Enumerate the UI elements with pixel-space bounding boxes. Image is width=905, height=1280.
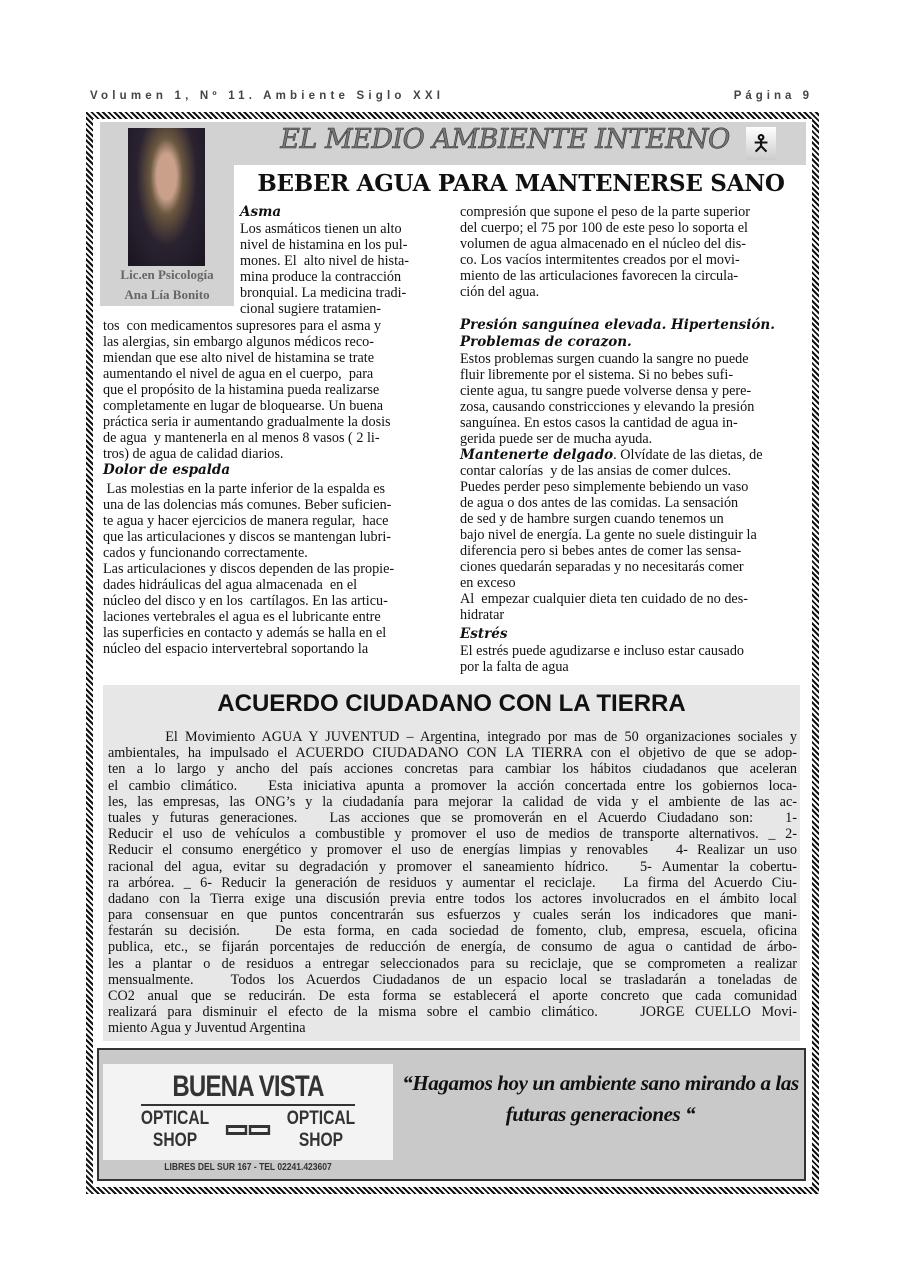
heading-dolor-espalda: Dolor de espalda	[103, 462, 231, 478]
quote	[398, 1068, 803, 1130]
text-line: racional del agua, evitar su degradación y promover el saneamiento hídrico. 5- Aumentar la cobertu-	[108, 858, 797, 875]
text-line: les, las empresas, las ONG’s y la ciudadanía para mejorar la calidad de vida y el ambiente de las ac-	[108, 793, 797, 810]
text-line: de sed y de hambre surgen cuando tenemos un	[460, 511, 724, 527]
text-line: ción del agua.	[460, 284, 540, 300]
text-line: las superficies en contacto y además se halla en el	[103, 625, 387, 641]
text-line: por la falta de agua	[460, 659, 569, 675]
text-line: para consensuar en que puntos concentrarán sus esfuerzos y cuales serán los indicadores que mani-	[108, 907, 797, 924]
text-line: hidratar	[460, 607, 505, 623]
text-line: Al empezar cualquier dieta ten cuidado de no des-	[460, 591, 748, 607]
text-line: Los asmáticos tienen un alto	[240, 221, 402, 237]
delgado-text	[460, 463, 757, 623]
page-number: Página 9	[733, 90, 813, 102]
section-title: EL MEDIO AMBIENTE INTERNO	[280, 124, 730, 155]
text-line: diferencia pero si bebes antes de comer las sensa-	[460, 543, 742, 559]
text-line: tuales y futuras generaciones. Las acciones que se promoverán en el Acuerdo Ciudadano son: 1-	[108, 809, 797, 826]
text-line: el cambio climático. Esta iniciativa apunta a promover la acción concertada entre los gobiernos loca-	[108, 777, 797, 794]
text-line: Puedes perder peso simplemente bebiendo un vaso	[460, 479, 749, 495]
text-line: volumen de agua almacenado en el núcleo del dis-	[460, 236, 747, 252]
text-line: contar calorías y de las ansias de comer dulces.	[460, 463, 732, 479]
heading-corazon: Problemas de corazon.	[460, 334, 632, 350]
text-line: bajo nivel de energía. La gente no suele distinguir la	[460, 527, 757, 543]
text-line: que las articulaciones y discos se mantengan lubri-	[103, 529, 391, 545]
estres-text	[460, 643, 744, 675]
text-line: cional sugiere tratamien-	[240, 301, 382, 317]
espalda-text	[103, 481, 394, 657]
text-line: dades hidráulicas del agua almacenada en el	[103, 577, 358, 593]
text-line: práctica seria ir aumentando gradualmente la dosis	[103, 414, 391, 430]
text-line: Las molestias en la parte inferior de la espalda es	[103, 481, 386, 497]
text-line: de agua o dos antes de las comidas. La sensación	[460, 495, 739, 511]
text-line: las alergias, sin embargo algunos médicos reco-	[103, 334, 374, 350]
ad-tag-left: OPTICAL SHOP	[140, 1108, 210, 1151]
text-line: que el propósito de la histamina pueda realizarse	[103, 382, 380, 398]
text-line: gerida puede ser de mucha ayuda.	[460, 431, 653, 447]
article-title: BEBER AGUA PARA MANTENERSE SANO	[257, 170, 785, 197]
text-line: ten a lo largo y ancho del país acciones concretas para cambiar los hábitos ciudadanos que aceleran	[108, 761, 797, 778]
acuerdo-text	[108, 729, 797, 1037]
text-line: realizará para disminuir el efecto de la misma sobre el cambio climático. JORGE CUELLO Movi-	[108, 1004, 797, 1021]
text-line: ciente agua, tu sangre puede volverse densa y pere-	[460, 383, 752, 399]
text-line: una de las dolencias más comunes. Beber suficien-	[103, 497, 392, 513]
text-line: mones. El alto nivel de hista-	[240, 253, 410, 269]
asma-narrow-text	[240, 221, 409, 317]
text-line: bronquial. La medicina tradi-	[240, 285, 407, 301]
text-line: Reducir el consumo energético y promover el uso de energías limpias y renovables 4- Realizar un uso	[108, 842, 797, 859]
text-line: aumentando el nivel de agua en el cuerpo, para	[103, 366, 374, 382]
delgado-intro: . Olvídate de las dietas, de	[613, 447, 763, 463]
text-line: nivel de histamina en los pul-	[240, 237, 408, 253]
text-line: núcleo del espacio intervertebral soportando la	[103, 641, 369, 657]
glasses-icon	[226, 1125, 270, 1135]
asma-text	[103, 318, 391, 462]
text-line: núcleo del disco y en los cartílagos. En las articu-	[103, 593, 388, 609]
text-line: festarán su decisión. De esta forma, en cada sociedad de fomento, club, empresa, escuela, oficina	[108, 923, 797, 940]
ad-address: LIBRES DEL SUR 167 - TEL 02241.423607	[164, 1162, 332, 1173]
text-line: publica, etc., se fijarán porcentajes de reducción de energía, de consumo de agua o cantidad de árbo-	[108, 939, 797, 956]
text-line: El Movimiento AGUA Y JUVENTUD – Argentina, integrado por mas de 50 organizaciones sociales y	[108, 729, 797, 745]
text-line: miento Agua y Juventud Argentina	[108, 1020, 306, 1037]
text-line: en exceso	[460, 575, 516, 591]
text-line: Estos problemas surgen cuando la sangre no puede	[460, 351, 749, 367]
acuerdo-title: ACUERDO CIUDADANO CON LA TIERRA	[217, 690, 686, 717]
text-line: completamente en lugar de bloquearse. Un buena	[103, 398, 384, 414]
text-line: ambientales, ha impulsado el ACUERDO CIUDADANO CON LA TIERRA con el objetivo de que se adop-	[108, 745, 797, 762]
delgado-first-line	[460, 447, 763, 463]
text-line: mensualmente. Todos los Acuerdos Ciudadanos de un espacio local se trasladarán a toneladas de	[108, 971, 797, 988]
text-line: fluir libremente por el sistema. Si no bebes sufi-	[460, 367, 734, 383]
running-header-title: Volumen 1, Nº 11. Ambiente Siglo XXI	[90, 90, 445, 102]
author-photo	[128, 128, 205, 266]
heading-presion: Presión sanguínea elevada. Hipertensión.	[460, 317, 775, 333]
text-line: mina produce la contracción	[240, 269, 402, 285]
text-line: CO2 anual que se reducirán. De esta forma se establecerá el aporte concreto que cada comunidad	[108, 988, 797, 1004]
person-figure-icon: 🯅	[746, 127, 776, 160]
text-line: miento de las articulaciones favorecen la circula-	[460, 268, 739, 284]
text-line: Reducir el uso de vehículos a combustible y promover el uso de medios de transporte alternativos. _ 2-	[108, 826, 797, 843]
author-name: Ana Lía Bonito	[124, 287, 210, 302]
text-line: dadano con la Tierra exige una discusión previa entre todos los actores involucrados en el ámbito local	[108, 890, 797, 907]
text-line: ciones quedarán separadas y no necesitarás comer	[460, 559, 744, 575]
text-line: zosa, causando constricciones y elevando la presión	[460, 399, 755, 415]
text-line: co. Los vacíos intermitentes creados por el movi-	[460, 252, 740, 268]
text-line: sanguínea. En estos casos la cantidad de agua in-	[460, 415, 738, 431]
optical-shop-ad	[103, 1064, 393, 1173]
text-line: ra arbórea. _ 6- Reducir la generación de residuos y aumentar el reciclaje. La firma del Acuerdo Ciu-	[108, 874, 797, 891]
quote-line-2: futuras generaciones “	[505, 1102, 696, 1126]
espalda-continued-text	[460, 204, 750, 300]
text-line: compresión que supone el peso de la parte superior	[460, 204, 750, 220]
text-line: tros) de agua de calidad diarios.	[103, 446, 284, 462]
presion-text	[460, 351, 754, 447]
text-line: te agua y hacer ejercicios de manera regular, hace	[103, 513, 389, 529]
text-line: tos con medicamentos supresores para el asma y	[103, 318, 382, 334]
heading-estres: Estrés	[460, 626, 508, 642]
text-line: les a plantar o de residuos a entregar seleccionados para su reciclaje, que se comprometen a realizar	[108, 955, 797, 972]
text-line: del cuerpo; el 75 por 100 de este peso lo soporta el	[460, 220, 749, 236]
text-line: Las articulaciones y discos dependen de las propie-	[103, 561, 395, 577]
ad-brand: BUENA VISTA	[172, 1070, 324, 1103]
quote-line-1: “Hagamos hoy un ambiente sano mirando a las	[402, 1071, 799, 1095]
text-line: de agua y mantenerla en al menos 8 vasos ( 2 li-	[103, 430, 380, 446]
text-line: cados y funcionando correctamente.	[103, 545, 308, 561]
text-line: laciones vertebrales el agua es el lubricante entre	[103, 609, 381, 625]
text-line: miendan que ese alto nivel de histamina se trate	[103, 350, 375, 366]
heading-asma: Asma	[240, 204, 282, 220]
text-line: El estrés puede agudizarse e incluso estar causado	[460, 643, 745, 659]
heading-delgado: Mantenerte delgado	[460, 447, 614, 463]
ad-tag-right: OPTICAL SHOP	[286, 1108, 356, 1151]
author-title: Lic.en Psicología	[120, 267, 214, 282]
